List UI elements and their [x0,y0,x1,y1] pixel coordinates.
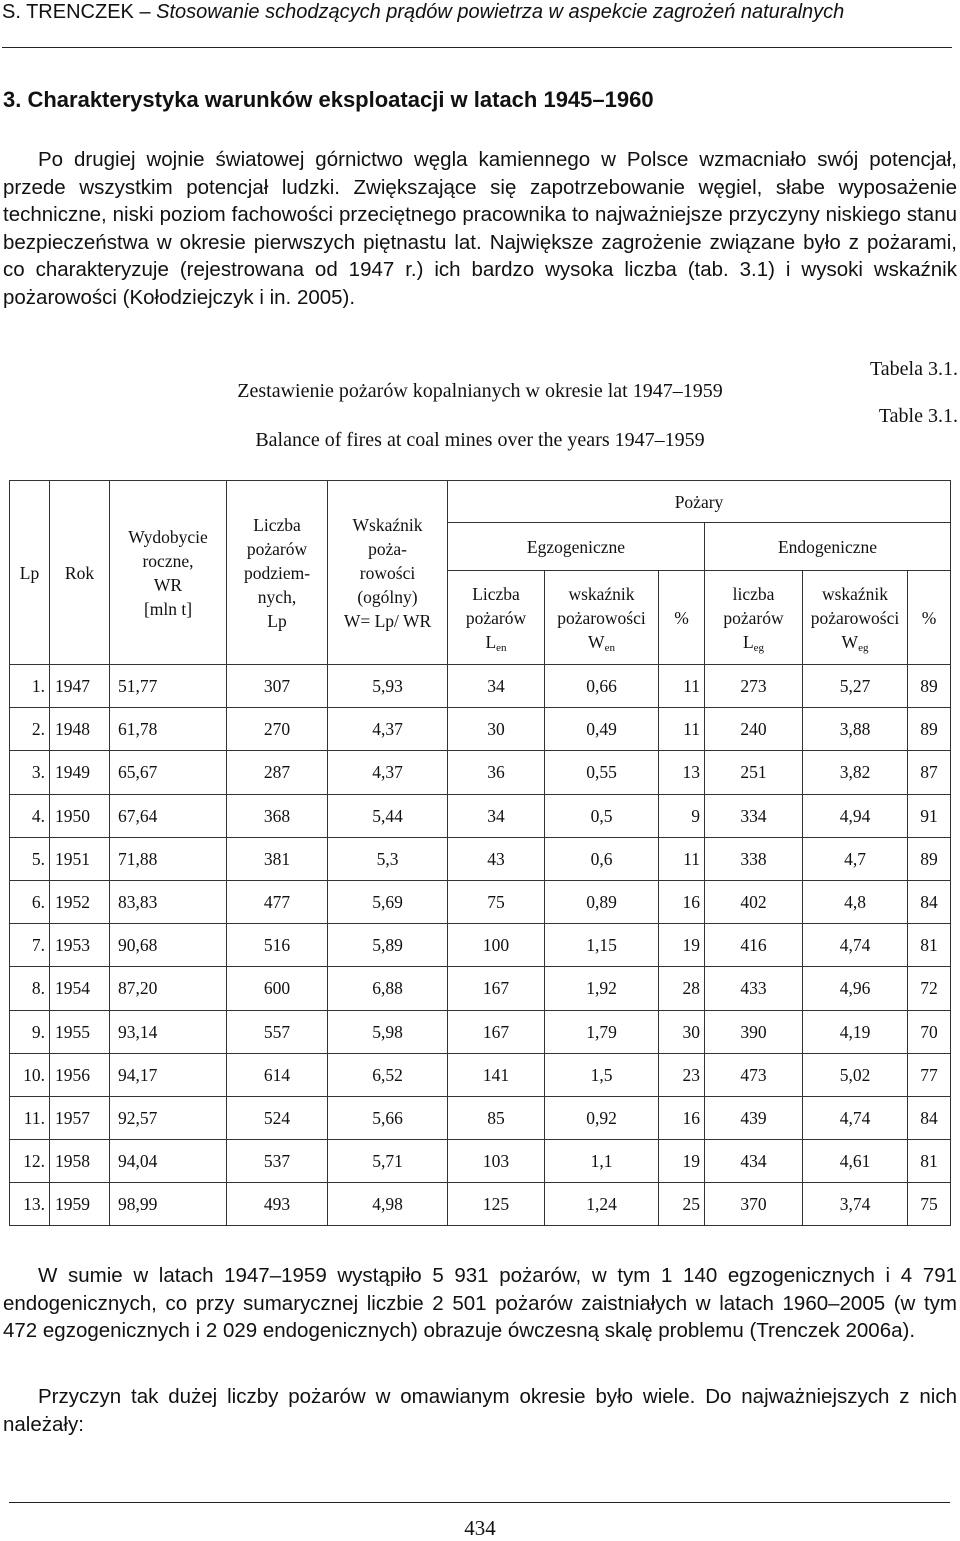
cell-endo-rate: 4,7 [803,837,908,880]
cell-lp: 8. [10,967,50,1010]
cell-exo-percent: 16 [659,1096,705,1139]
header-rate-line: poża- [368,538,407,559]
header-fires-group: Pożary [448,481,951,523]
cell-exo-count: 43 [448,837,545,880]
cell-endo-rate: 4,74 [803,1096,908,1139]
cell-output: 94,17 [110,1053,227,1096]
subscript: en [604,641,615,654]
cell-endo-rate: 3,88 [803,708,908,751]
cell-exo-count: 141 [448,1053,545,1096]
cell-exo-count: 34 [448,665,545,708]
cell-exo-count: 75 [448,880,545,923]
cell-fires: 557 [227,1010,328,1053]
header-endogenous: Endogeniczne [705,523,951,571]
cell-year: 1949 [50,751,110,794]
header-endo-count-line: pożarów [723,607,784,628]
header-fires-line: Liczba [253,514,301,535]
cell-fires: 614 [227,1053,328,1096]
cell-lp: 6. [10,880,50,923]
header-rok: Rok [50,481,110,665]
cell-endo-count: 473 [705,1053,803,1096]
cell-exo-rate: 1,79 [545,1010,659,1053]
table-header [10,481,951,665]
cell-fires: 270 [227,708,328,751]
cell-exo-count: 167 [448,967,545,1010]
cell-endo-rate: 4,96 [803,967,908,1010]
intro-paragraph: Po drugiej wojnie światowej górnictwo węgla kamiennego w Polsce wzmacniało swój potencjał, przede wszystkim potencjał ludzki. Zwiększające się zapotrzebowanie węgiel, słabe wyposażenie techniczne, niski poziom fachowości przeciętnego pracownika to najważniejsze przyczyny niskiego stanu bezpieczeństwa w okresie pierwszych piętnastu lat. Największe zagrożenie związane było z pożarami, co charakteryzuje (rejestrowana od 1947 r.) ich bardzo wysoka liczba (tab. 3.1) i wysoki wskaźnik pożarowości (Kołodziejczyk i in. 2005). [3,148,957,309]
cell-exo-rate: 0,5 [545,794,659,837]
cell-fire-rate: 6,88 [328,967,448,1010]
header-endo-rate-line: wskaźnik [821,583,889,604]
cell-exo-count: 36 [448,751,545,794]
cell-fire-rate: 5,66 [328,1096,448,1139]
cell-fire-rate: 4,98 [328,1183,448,1226]
table-row [10,1096,951,1139]
cell-exo-rate: 1,24 [545,1183,659,1226]
header-endo-percent: % [908,571,951,665]
cell-exo-percent: 11 [659,837,705,880]
cell-output: 94,04 [110,1140,227,1183]
header-endo-rate-symbol [803,630,907,654]
cell-endo-percent: 91 [908,794,951,837]
cell-lp: 2. [10,708,50,751]
running-head-separator: – [139,1,151,23]
header-rule [2,47,952,48]
symbol: W [588,631,605,652]
header-endo-count-symbol [705,630,802,654]
symbol: W [841,631,859,652]
cell-output: 65,67 [110,751,227,794]
header-endo-rate [803,571,908,665]
subscript: eg [753,641,765,654]
cell-endo-percent: 77 [908,1053,951,1096]
cell-output: 83,83 [110,880,227,923]
header-output-line: Wydobycie [128,526,208,547]
cell-endo-rate: 4,19 [803,1010,908,1053]
cell-fires: 516 [227,924,328,967]
cell-endo-percent: 72 [908,967,951,1010]
cell-endo-percent: 84 [908,1096,951,1139]
cell-exo-rate: 1,1 [545,1140,659,1183]
cell-endo-count: 251 [705,751,803,794]
cell-fire-rate: 5,69 [328,880,448,923]
cell-fire-rate: 5,44 [328,794,448,837]
header-exo-count-line: pożarów [465,607,527,628]
cell-exo-rate: 0,49 [545,708,659,751]
cell-year: 1954 [50,967,110,1010]
table-row [10,1140,951,1183]
table-row [10,708,951,751]
cell-exo-count: 85 [448,1096,545,1139]
cell-endo-percent: 75 [908,1183,951,1226]
header-exo-rate-symbol [545,630,658,654]
table-label-pl: Tabela 3.1. [869,358,958,380]
cell-year: 1950 [50,794,110,837]
cell-fire-rate: 6,52 [328,1053,448,1096]
cell-endo-percent: 87 [908,751,951,794]
cell-fires: 524 [227,1096,328,1139]
cell-exo-percent: 11 [659,708,705,751]
cell-endo-percent: 89 [908,837,951,880]
table-body [10,665,951,1226]
table-row [10,837,951,880]
header-output-line: [mln t] [143,598,193,619]
cell-exo-count: 167 [448,1010,545,1053]
page-number: 434 [464,1516,496,1540]
header-lp: Lp [10,481,50,665]
cell-exo-count: 34 [448,794,545,837]
header-output-line: WR [153,574,183,595]
cell-endo-percent: 89 [908,665,951,708]
cell-year: 1956 [50,1053,110,1096]
cell-year: 1957 [50,1096,110,1139]
causes-paragraph: Przyczyn tak dużej liczby pożarów w omawianym okresie było wiele. Do najważniejszych z nich należały: [3,1385,957,1436]
cell-lp: 5. [10,837,50,880]
cell-endo-percent: 81 [908,924,951,967]
table-caption-pl: Zestawienie pożarów kopalnianych w okresie lat 1947–1959 [237,380,723,402]
cell-output: 92,57 [110,1096,227,1139]
cell-exo-rate: 1,92 [545,967,659,1010]
footer-rule [9,1502,950,1503]
header-exo-rate [545,571,659,665]
fires-table [9,480,951,1226]
cell-fire-rate: 4,37 [328,708,448,751]
cell-year: 1959 [50,1183,110,1226]
header-rate-line: (ogólny) [357,586,418,607]
cell-output: 98,99 [110,1183,227,1226]
cell-endo-count: 433 [705,967,803,1010]
header-endo-count-line: liczba [732,583,775,604]
cell-endo-rate: 3,82 [803,751,908,794]
cell-fires: 537 [227,1140,328,1183]
cell-exo-percent: 13 [659,751,705,794]
cell-endo-count: 370 [705,1183,803,1226]
table-caption-en: Balance of fires at coal mines over the years 1947–1959 [255,429,705,451]
cell-lp: 3. [10,751,50,794]
cell-endo-count: 240 [705,708,803,751]
cell-endo-count: 416 [705,924,803,967]
cell-lp: 10. [10,1053,50,1096]
cell-lp: 4. [10,794,50,837]
cell-exo-rate: 0,55 [545,751,659,794]
cell-endo-percent: 70 [908,1010,951,1053]
cell-fires: 287 [227,751,328,794]
cell-exo-percent: 9 [659,794,705,837]
cell-endo-count: 338 [705,837,803,880]
cell-exo-percent: 19 [659,924,705,967]
symbol: L [742,631,754,652]
cell-exo-percent: 11 [659,665,705,708]
cell-exo-count: 30 [448,708,545,751]
cell-year: 1951 [50,837,110,880]
running-head-title: Stosowanie schodzących prądów powietrza w aspekcie zagrożeń naturalnych [156,1,845,23]
cell-year: 1952 [50,880,110,923]
header-endo-rate-line: pożarowości [810,607,900,628]
cell-exo-percent: 25 [659,1183,705,1226]
cell-lp: 7. [10,924,50,967]
cell-exo-rate: 0,6 [545,837,659,880]
cell-fire-rate: 5,71 [328,1140,448,1183]
cell-endo-rate: 3,74 [803,1183,908,1226]
cell-exo-percent: 23 [659,1053,705,1096]
header-fires-line: nych, [257,586,297,607]
cell-output: 87,20 [110,967,227,1010]
cell-exo-count: 100 [448,924,545,967]
table-row [10,794,951,837]
header-rate-line: W= Lp/ WR [343,610,432,631]
cell-lp: 1. [10,665,50,708]
header-fire-rate [328,481,448,665]
cell-exo-count: 103 [448,1140,545,1183]
header-fires-line: Lp [267,610,287,631]
header-fires-line: pożarów [246,538,308,559]
table-label-en: Table 3.1. [878,405,958,427]
header-exo-percent: % [659,571,705,665]
symbol: L [485,631,497,652]
table-row [10,751,951,794]
summary-paragraph: W sumie w latach 1947–1959 wystąpiło 5 931 pożarów, w tym 1 140 egzogenicznych i 4 791 endogenicznych, co przy sumarycznej liczbie 2 501 pożarów zaistniałych w latach 1960–2005 (w tym 472 egzogenicznych i 2 029 endogenicznych) obrazuje ówczesną skalę problemu (Trenczek 2006a). [3,1264,957,1343]
cell-endo-rate: 4,74 [803,924,908,967]
cell-exo-rate: 1,15 [545,924,659,967]
header-exo-rate-line: wskaźnik [568,583,635,604]
cell-fires: 600 [227,967,328,1010]
table-row [10,1010,951,1053]
cell-year: 1955 [50,1010,110,1053]
table-row [10,1183,951,1226]
cell-endo-count: 334 [705,794,803,837]
header-rate-line: rowości [359,562,416,583]
cell-output: 61,78 [110,708,227,751]
header-exo-count-symbol [448,630,544,654]
cell-fire-rate: 5,3 [328,837,448,880]
cell-fires: 368 [227,794,328,837]
cell-exo-percent: 30 [659,1010,705,1053]
running-head [2,0,958,24]
header-output-line: roczne, [142,550,194,571]
cell-fire-rate: 5,93 [328,665,448,708]
cell-output: 93,14 [110,1010,227,1053]
cell-endo-rate: 4,94 [803,794,908,837]
cell-output: 67,64 [110,794,227,837]
cell-output: 71,88 [110,837,227,880]
header-rate-line: Wskaźnik [352,514,423,535]
header-endo-count [705,571,803,665]
table-row [10,880,951,923]
cell-endo-count: 434 [705,1140,803,1183]
cell-endo-rate: 4,61 [803,1140,908,1183]
cell-year: 1948 [50,708,110,751]
cell-year: 1947 [50,665,110,708]
cell-endo-rate: 5,02 [803,1053,908,1096]
header-exogenous: Egzogeniczne [448,523,705,571]
cell-lp: 13. [10,1183,50,1226]
cell-year: 1958 [50,1140,110,1183]
cell-lp: 12. [10,1140,50,1183]
cell-lp: 11. [10,1096,50,1139]
cell-fires: 477 [227,880,328,923]
table-row [10,665,951,708]
cell-exo-rate: 0,89 [545,880,659,923]
cell-year: 1953 [50,924,110,967]
cell-endo-percent: 89 [908,708,951,751]
cell-endo-rate: 5,27 [803,665,908,708]
header-output [110,481,227,665]
cell-lp: 9. [10,1010,50,1053]
table-row [10,924,951,967]
table-row [10,967,951,1010]
cell-fire-rate: 5,89 [328,924,448,967]
header-exo-count-line: Liczba [472,583,520,604]
cell-endo-count: 390 [705,1010,803,1053]
cell-fires: 493 [227,1183,328,1226]
cell-endo-percent: 81 [908,1140,951,1183]
cell-fire-rate: 4,37 [328,751,448,794]
cell-output: 51,77 [110,665,227,708]
cell-output: 90,68 [110,924,227,967]
cell-exo-rate: 0,66 [545,665,659,708]
subscript: en [496,641,507,654]
cell-endo-percent: 84 [908,880,951,923]
header-exo-rate-line: pożarowości [557,607,646,628]
table-row [10,1053,951,1096]
running-head-author: S. TRENCZEK [2,1,134,23]
section-title: 3. Charakterystyka warunków eksploatacji w latach 1945–1960 [3,87,654,112]
header-underground-fires [227,481,328,665]
cell-exo-rate: 1,5 [545,1053,659,1096]
cell-fires: 307 [227,665,328,708]
cell-endo-rate: 4,8 [803,880,908,923]
cell-exo-count: 125 [448,1183,545,1226]
cell-exo-percent: 28 [659,967,705,1010]
cell-fire-rate: 5,98 [328,1010,448,1053]
cell-endo-count: 439 [705,1096,803,1139]
header-fires-line: podziem- [243,562,311,583]
cell-exo-percent: 16 [659,880,705,923]
cell-endo-count: 273 [705,665,803,708]
cell-exo-percent: 19 [659,1140,705,1183]
cell-endo-count: 402 [705,880,803,923]
cell-fires: 381 [227,837,328,880]
subscript: eg [858,641,869,654]
cell-exo-rate: 0,92 [545,1096,659,1139]
header-exo-count [448,571,545,665]
